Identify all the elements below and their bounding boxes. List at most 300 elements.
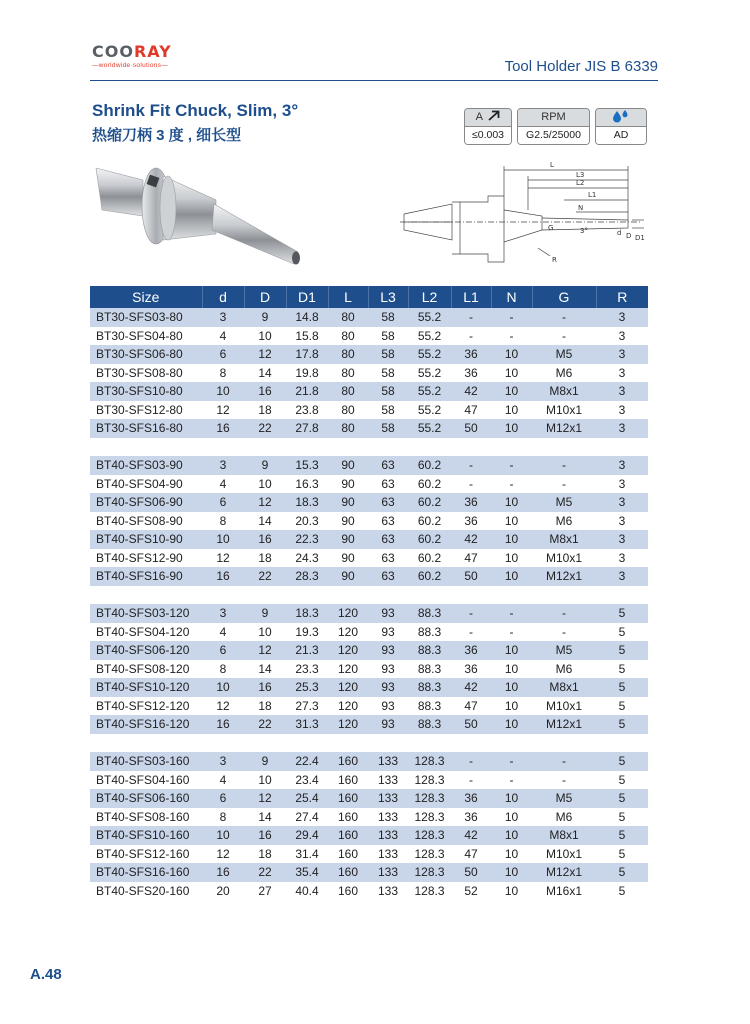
size-cell: BT30-SFS04-80 [96, 328, 183, 343]
value-cell: M5 [532, 789, 596, 808]
value-cell: 36 [451, 493, 491, 512]
value-cell: 12 [244, 789, 286, 808]
value-cell: 22 [244, 419, 286, 438]
table-row [90, 863, 648, 882]
value-cell: 3 [596, 493, 648, 512]
value-cell: 5 [596, 789, 648, 808]
value-cell: 19.8 [295, 365, 319, 380]
dim-label-angle: 3° [580, 227, 588, 235]
value-cell: 10 [504, 846, 519, 861]
table-row [90, 826, 648, 845]
value-cell: 120 [328, 678, 368, 697]
value-cell: 28.3 [286, 567, 328, 586]
value-cell: 58 [381, 365, 395, 380]
value-cell: M12x1 [532, 715, 596, 734]
table-row [90, 715, 648, 734]
value-cell: 22.3 [286, 530, 328, 549]
value-cell: 120 [328, 604, 368, 623]
value-cell: 47 [464, 698, 478, 713]
table-row [90, 401, 648, 420]
table-header-row [90, 286, 648, 308]
value-cell: 15.8 [295, 328, 319, 343]
value-cell: 10 [491, 789, 532, 808]
value-cell: M6 [555, 365, 573, 380]
value-cell: 58 [368, 382, 408, 401]
value-cell: 10 [202, 382, 244, 401]
value-cell: 133 [368, 752, 408, 771]
value-cell: 25.3 [286, 678, 328, 697]
value-cell: 12 [244, 345, 286, 364]
value-cell: 31.3 [286, 715, 328, 734]
value-cell: 10 [504, 698, 519, 713]
value-cell: 5 [618, 661, 626, 676]
value-cell: 133 [368, 789, 408, 808]
table-row [90, 549, 648, 568]
value-cell: 47 [464, 402, 478, 417]
value-cell: 60.2 [408, 530, 451, 549]
value-cell: 18 [258, 846, 272, 861]
table-row [90, 327, 648, 346]
table-row [90, 882, 648, 901]
value-cell: 88.3 [408, 641, 451, 660]
value-cell: 80 [341, 402, 355, 417]
dim-label-L: L [550, 161, 554, 169]
value-cell: 60.2 [408, 456, 451, 475]
value-cell: 22.4 [286, 752, 328, 771]
table-row [90, 382, 648, 401]
value-cell: 93 [368, 678, 408, 697]
value-cell: 10 [491, 715, 532, 734]
value-cell: 16 [202, 715, 244, 734]
value-cell: 3 [202, 308, 244, 327]
table-row [90, 530, 648, 549]
value-cell: 4 [219, 624, 227, 639]
value-cell: 22 [244, 863, 286, 882]
rpm-spec-box [517, 108, 590, 145]
value-cell: 4 [219, 772, 227, 787]
coolant-drops-icon [612, 109, 630, 124]
table-row [90, 697, 648, 716]
value-cell: 9 [244, 456, 286, 475]
value-cell: 16 [244, 826, 286, 845]
value-cell: 90 [341, 550, 355, 565]
value-cell: - [532, 456, 596, 475]
value-cell: 60.2 [408, 567, 451, 586]
value-cell: 18 [258, 550, 272, 565]
value-cell: 60.2 [417, 476, 442, 491]
dim-label-L3: L3 [576, 171, 585, 179]
value-cell: 18 [258, 698, 272, 713]
value-cell: 90 [341, 513, 355, 528]
value-cell: - [469, 328, 473, 343]
value-cell: 3 [596, 567, 648, 586]
spacer-cell [90, 438, 648, 457]
value-cell: 3 [618, 365, 626, 380]
value-cell: 5 [596, 678, 648, 697]
value-cell: 5 [618, 883, 626, 898]
value-cell: 128.3 [414, 809, 445, 824]
value-cell: 36 [464, 365, 478, 380]
value-cell: 58 [368, 308, 408, 327]
value-cell: 36 [464, 513, 478, 528]
value-cell: 4 [219, 476, 227, 491]
value-cell: 27.3 [295, 698, 319, 713]
value-cell: 18 [258, 402, 272, 417]
value-cell: 93 [381, 698, 395, 713]
value-cell: 55.2 [408, 382, 451, 401]
value-cell: 60.2 [417, 550, 442, 565]
value-cell: - [491, 308, 532, 327]
value-cell: 10 [504, 883, 519, 898]
value-cell: 5 [618, 809, 626, 824]
value-cell: 16 [244, 382, 286, 401]
value-cell: 88.3 [417, 661, 442, 676]
value-cell: 23.4 [295, 772, 319, 787]
value-cell: 16 [244, 678, 286, 697]
value-cell: 160 [328, 863, 368, 882]
value-cell: 90 [328, 456, 368, 475]
value-cell: 8 [219, 365, 227, 380]
value-cell: 3 [618, 402, 626, 417]
size-cell: BT30-SFS12-80 [96, 402, 183, 417]
size-cell: BT40-SFS08-160 [96, 809, 190, 824]
value-cell: 20 [216, 883, 230, 898]
value-cell: 52 [464, 883, 478, 898]
size-cell: BT40-SFS20-160 [96, 883, 190, 898]
value-cell: M8x1 [532, 382, 596, 401]
value-cell: 12 [216, 402, 230, 417]
size-cell: BT40-SFS04-160 [96, 772, 190, 787]
value-cell: 55.2 [417, 402, 442, 417]
value-cell: 90 [328, 567, 368, 586]
product-title-english: Shrink Fit Chuck, Slim, 3° [92, 101, 299, 120]
value-cell: 36 [451, 345, 491, 364]
value-cell: 5 [596, 826, 648, 845]
column-header: R [596, 286, 648, 308]
value-cell: 80 [328, 419, 368, 438]
value-cell: 15.3 [286, 456, 328, 475]
value-cell: 5 [618, 772, 626, 787]
value-cell: 10 [491, 567, 532, 586]
value-cell: 42 [451, 382, 491, 401]
value-cell: 3 [596, 345, 648, 364]
value-cell: M5 [532, 345, 596, 364]
table-row [90, 789, 648, 808]
value-cell: 18.3 [286, 604, 328, 623]
logo-tagline: —worldwide·solutions— [92, 62, 169, 69]
size-cell: BT30-SFS10-80 [90, 382, 202, 401]
value-cell: 22 [244, 567, 286, 586]
value-cell: 14 [258, 513, 272, 528]
coolant-spec-box [595, 108, 647, 145]
value-cell: M12x1 [532, 567, 596, 586]
value-cell: M5 [532, 493, 596, 512]
value-cell: 160 [328, 789, 368, 808]
value-cell: 133 [377, 883, 399, 898]
size-cell: BT40-SFS12-90 [96, 550, 183, 565]
value-cell: 29.4 [286, 826, 328, 845]
value-cell: 12 [216, 846, 230, 861]
value-cell: M12x1 [532, 863, 596, 882]
value-cell: 10 [202, 678, 244, 697]
value-cell: 93 [381, 624, 395, 639]
value-cell: 10 [258, 772, 272, 787]
value-cell: - [532, 752, 596, 771]
column-header: L1 [451, 286, 491, 308]
dim-label-d: d [617, 229, 622, 237]
value-cell: 128.3 [414, 772, 445, 787]
value-cell: 80 [341, 328, 355, 343]
value-cell: 14 [258, 809, 272, 824]
value-cell: 50 [451, 419, 491, 438]
value-cell: 3 [596, 456, 648, 475]
column-header: L [328, 286, 368, 308]
value-cell: 10 [504, 550, 519, 565]
value-cell: 10 [202, 826, 244, 845]
value-cell: M10x1 [545, 846, 583, 861]
value-cell: 24.3 [295, 550, 319, 565]
value-cell: 88.3 [408, 715, 451, 734]
value-cell: 35.4 [286, 863, 328, 882]
value-cell: - [469, 476, 473, 491]
value-cell: M8x1 [532, 678, 596, 697]
header-divider [90, 80, 658, 81]
value-cell: 3 [202, 752, 244, 771]
value-cell: - [451, 308, 491, 327]
value-cell: 8 [219, 661, 227, 676]
column-header: G [532, 286, 596, 308]
value-cell: 63 [381, 550, 395, 565]
size-cell: BT40-SFS06-120 [90, 641, 202, 660]
value-cell: - [491, 456, 532, 475]
value-cell: 120 [337, 624, 359, 639]
value-cell: 88.3 [408, 604, 451, 623]
value-cell: 3 [618, 513, 626, 528]
value-cell: 10 [504, 809, 519, 824]
value-cell: 12 [244, 641, 286, 660]
spacer-cell [90, 734, 648, 753]
value-cell: 9 [244, 308, 286, 327]
value-cell: 12 [216, 550, 230, 565]
value-cell: 22 [244, 715, 286, 734]
size-cell: BT40-SFS10-90 [90, 530, 202, 549]
value-cell: 10 [491, 641, 532, 660]
value-cell: 9 [244, 604, 286, 623]
size-cell: BT30-SFS08-80 [96, 365, 183, 380]
size-cell: BT40-SFS16-120 [90, 715, 202, 734]
spacer-cell [90, 586, 648, 605]
value-cell: M8x1 [532, 826, 596, 845]
value-cell: 10 [491, 826, 532, 845]
table-row [90, 345, 648, 364]
value-cell: 63 [381, 513, 395, 528]
value-cell: 5 [596, 715, 648, 734]
value-cell: - [562, 328, 566, 343]
value-cell: 93 [368, 715, 408, 734]
value-cell: 50 [451, 567, 491, 586]
value-cell: 160 [337, 772, 359, 787]
value-cell: 14 [258, 661, 272, 676]
value-cell: 18.3 [286, 493, 328, 512]
value-cell: 42 [451, 826, 491, 845]
value-cell: 10 [504, 365, 519, 380]
value-cell: 6 [202, 641, 244, 660]
value-cell: M10x1 [545, 550, 583, 565]
value-cell: 42 [451, 678, 491, 697]
value-cell: 16.3 [295, 476, 319, 491]
size-cell: BT40-SFS03-120 [90, 604, 202, 623]
dim-label-D1: D1 [635, 234, 645, 242]
coolant-spec-head [596, 109, 646, 126]
value-cell: 3 [618, 476, 626, 491]
table-row [90, 456, 648, 475]
logo-brand-a: COO [92, 42, 134, 61]
coolant-value: AD [596, 126, 646, 144]
table-row [90, 475, 648, 494]
value-cell: 36 [464, 809, 478, 824]
value-cell: 133 [368, 826, 408, 845]
size-cell: BT30-SFS16-80 [90, 419, 202, 438]
value-cell: 16 [202, 419, 244, 438]
value-cell: 3 [596, 530, 648, 549]
value-cell: M6 [555, 513, 573, 528]
table-row [90, 678, 648, 697]
rpm-value: G2.5/25000 [518, 126, 589, 144]
value-cell: 58 [368, 419, 408, 438]
value-cell: 133 [368, 863, 408, 882]
value-cell: 16 [202, 567, 244, 586]
group-spacer [90, 586, 648, 605]
value-cell: - [451, 456, 491, 475]
accuracy-arrow-icon [488, 110, 500, 121]
value-cell: 27 [258, 883, 272, 898]
size-cell: BT40-SFS04-120 [96, 624, 190, 639]
value-cell: 88.3 [408, 678, 451, 697]
value-cell: 8 [219, 513, 227, 528]
value-cell: 58 [381, 402, 395, 417]
table-row [90, 604, 648, 623]
value-cell: - [451, 604, 491, 623]
value-cell: 60.2 [417, 513, 442, 528]
table-row [90, 493, 648, 512]
value-cell: 120 [328, 641, 368, 660]
table-row [90, 752, 648, 771]
value-cell: M10x1 [545, 402, 583, 417]
logo-wordmark [92, 44, 202, 60]
dim-label-N: N [578, 204, 584, 212]
value-cell: 63 [368, 567, 408, 586]
value-cell: 93 [368, 641, 408, 660]
value-cell: - [509, 328, 514, 343]
size-cell: BT40-SFS03-160 [90, 752, 202, 771]
size-cell: BT40-SFS10-160 [90, 826, 202, 845]
rpm-spec-head: RPM [518, 109, 589, 126]
value-cell: - [469, 624, 473, 639]
dim-label-D: D [626, 232, 632, 240]
value-cell: 50 [451, 715, 491, 734]
dim-label-L2: L2 [576, 179, 585, 187]
value-cell: 3 [618, 550, 626, 565]
value-cell: 25.4 [286, 789, 328, 808]
size-cell: BT40-SFS10-120 [90, 678, 202, 697]
size-cell: BT30-SFS06-80 [90, 345, 202, 364]
value-cell: 8 [219, 809, 227, 824]
value-cell: 88.3 [417, 624, 442, 639]
table-row [90, 308, 648, 327]
value-cell: 55.2 [408, 419, 451, 438]
dim-label-G: G [548, 224, 554, 232]
table-row [90, 660, 648, 679]
value-cell: 55.2 [417, 365, 442, 380]
value-cell: 80 [341, 365, 355, 380]
value-cell: 80 [328, 382, 368, 401]
value-cell: 47 [464, 550, 478, 565]
value-cell: 10 [491, 678, 532, 697]
size-cell: BT40-SFS04-90 [96, 476, 183, 491]
accuracy-value: ≤0.003 [465, 126, 511, 144]
value-cell: - [469, 772, 473, 787]
size-cell: BT40-SFS03-90 [90, 456, 202, 475]
value-cell: 14 [258, 365, 272, 380]
value-cell: - [562, 624, 566, 639]
value-cell: 23.8 [295, 402, 319, 417]
value-cell: 5 [618, 846, 626, 861]
value-cell: M16x1 [545, 883, 583, 898]
value-cell: 160 [337, 883, 359, 898]
value-cell: 160 [328, 826, 368, 845]
value-cell: - [509, 772, 514, 787]
value-cell: 27.8 [286, 419, 328, 438]
value-cell: 12 [244, 493, 286, 512]
size-cell: BT40-SFS16-160 [90, 863, 202, 882]
value-cell: M8x1 [532, 530, 596, 549]
size-cell: BT40-SFS12-160 [96, 846, 190, 861]
value-cell: 50 [451, 863, 491, 882]
value-cell: 3 [596, 308, 648, 327]
value-cell: 10 [504, 661, 519, 676]
value-cell: 160 [337, 846, 359, 861]
value-cell: 63 [368, 456, 408, 475]
value-cell: 16 [202, 863, 244, 882]
brand-logo [92, 44, 202, 74]
value-cell: 10 [491, 345, 532, 364]
value-cell: 63 [368, 530, 408, 549]
page-number: A.48 [30, 966, 62, 983]
value-cell: 27.4 [295, 809, 319, 824]
value-cell: - [562, 476, 566, 491]
value-cell: 80 [328, 308, 368, 327]
size-cell: BT40-SFS08-120 [96, 661, 190, 676]
dim-label-R: R [552, 256, 557, 264]
value-cell: 42 [451, 530, 491, 549]
value-cell: - [509, 624, 514, 639]
value-cell: 120 [328, 715, 368, 734]
value-cell: M12x1 [532, 419, 596, 438]
value-cell: 10 [491, 863, 532, 882]
value-cell: 55.2 [417, 328, 442, 343]
value-cell: 16 [244, 530, 286, 549]
value-cell: 93 [368, 604, 408, 623]
value-cell: 5 [596, 752, 648, 771]
value-cell: 19.3 [295, 624, 319, 639]
value-cell: 10 [491, 530, 532, 549]
column-header: D [244, 286, 286, 308]
value-cell: 5 [618, 624, 626, 639]
value-cell: - [509, 476, 514, 491]
group-spacer [90, 438, 648, 457]
value-cell: 3 [596, 419, 648, 438]
dimension-table [90, 286, 648, 900]
